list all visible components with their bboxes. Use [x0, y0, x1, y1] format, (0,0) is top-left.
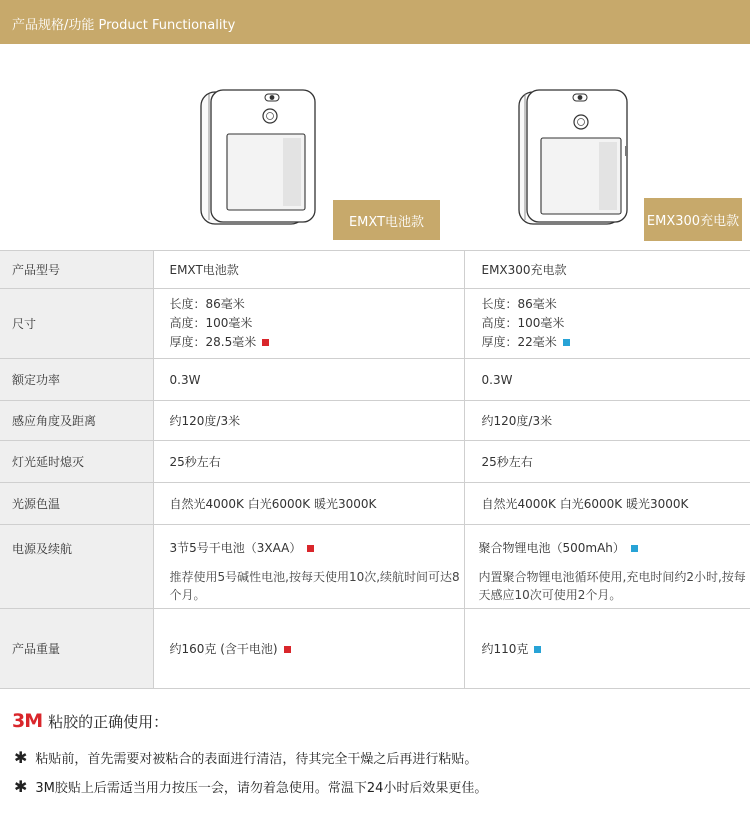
spec-value-emxt: 自然光4000K 白光6000K 暖光3000K: [153, 483, 464, 525]
spec-value-emx300: 0.3W: [464, 359, 750, 401]
blue-marker-icon: [563, 339, 570, 346]
spec-value-emxt: 0.3W: [153, 359, 464, 401]
section-title: 产品规格/功能 Product Functionality: [12, 18, 236, 33]
usage-note-text: 粘贴前，首先需要对被粘合的表面进行清洁，待其完全干燥之后再进行粘贴。: [35, 752, 478, 767]
weight-value: 约160克 (含干电池): [169, 642, 278, 656]
spec-row-model: [0, 251, 750, 289]
product-label-emx300-text: EMX300充电款: [646, 214, 740, 229]
spec-value-emxt: EMXT电池款: [153, 251, 464, 289]
size-length: 长度：86毫米: [169, 297, 245, 311]
size-height: 高度：100毫米: [169, 316, 253, 330]
spec-value-emx300: [464, 609, 750, 689]
spec-label: 额定功率: [0, 359, 153, 401]
spec-row-power: [0, 359, 750, 401]
spec-row-size: [0, 289, 750, 359]
spec-label: 光源色温: [0, 483, 153, 525]
adhesive-usage-section: [12, 710, 742, 732]
spec-label: 产品重量: [0, 609, 153, 689]
spec-value-emx300: 自然光4000K 白光6000K 暖光3000K: [464, 483, 750, 525]
usage-title: [12, 710, 742, 732]
blue-marker-icon: [631, 545, 638, 552]
spec-value-emx300: 约120度/3米: [464, 401, 750, 441]
spec-row-delay: [0, 441, 750, 483]
usage-title-text: 粘胶的正确使用：: [48, 712, 169, 731]
red-marker-icon: [284, 646, 291, 653]
battery-type: 3节5号干电池（3XAA）: [169, 541, 302, 555]
size-height: 高度：100毫米: [481, 316, 565, 330]
size-thickness: 厚度：22毫米: [481, 335, 557, 349]
weight-value: 约110克: [481, 642, 529, 656]
battery-type: 聚合物锂电池（500mAh）: [478, 541, 625, 555]
asterisk-icon: ✱: [14, 748, 28, 767]
spec-value-emxt: [153, 525, 464, 609]
spec-row-weight: [0, 609, 750, 689]
product-label-emxt: [333, 200, 440, 240]
usage-note-text: 3M胶贴上后需适当用力按压一会，请勿着急使用。常温下24小时后效果更佳。: [35, 781, 488, 796]
spec-label: 灯光延时熄灭: [0, 441, 153, 483]
spec-value-emx300: EMX300充电款: [464, 251, 750, 289]
spec-label: 电源及续航: [0, 525, 153, 609]
spec-label: 尺寸: [0, 289, 153, 359]
spec-table: [0, 250, 750, 689]
red-marker-icon: [307, 545, 314, 552]
size-length: 长度：86毫米: [481, 297, 557, 311]
device-emxt-illustration: [195, 86, 320, 231]
red-marker-icon: [262, 339, 269, 346]
spec-value-emxt: [153, 609, 464, 689]
spec-row-battery: [0, 525, 750, 609]
spec-value-emxt: 约120度/3米: [153, 401, 464, 441]
spec-value-emx300: 25秒左右: [464, 441, 750, 483]
battery-note: 内置聚合物锂电池循环使用,充电时间约2小时,按每天感应10次可使用2个月。: [478, 570, 746, 602]
3m-logo: 3M: [12, 710, 43, 732]
spec-value-emx300: [464, 289, 750, 359]
size-thickness: 厚度：28.5毫米: [169, 335, 257, 349]
asterisk-icon: ✱: [14, 777, 28, 796]
spec-row-sensing: [0, 401, 750, 441]
spec-value-emxt: 25秒左右: [153, 441, 464, 483]
section-header: [0, 0, 750, 44]
usage-note-1: [14, 748, 477, 767]
usage-note-2: [14, 777, 487, 796]
spec-row-color-temp: [0, 483, 750, 525]
blue-marker-icon: [534, 646, 541, 653]
spec-label: 感应角度及距离: [0, 401, 153, 441]
spec-label: 产品型号: [0, 251, 153, 289]
product-label-emxt-text: EMXT电池款: [348, 214, 425, 230]
spec-value-emx300: [464, 525, 750, 609]
spec-value-emxt: [153, 289, 464, 359]
battery-note: 推荐使用5号碱性电池,按每天使用10次,续航时间可达8个月。: [169, 570, 460, 602]
product-label-emx300: [644, 198, 742, 241]
device-emx300-illustration: [515, 86, 635, 231]
